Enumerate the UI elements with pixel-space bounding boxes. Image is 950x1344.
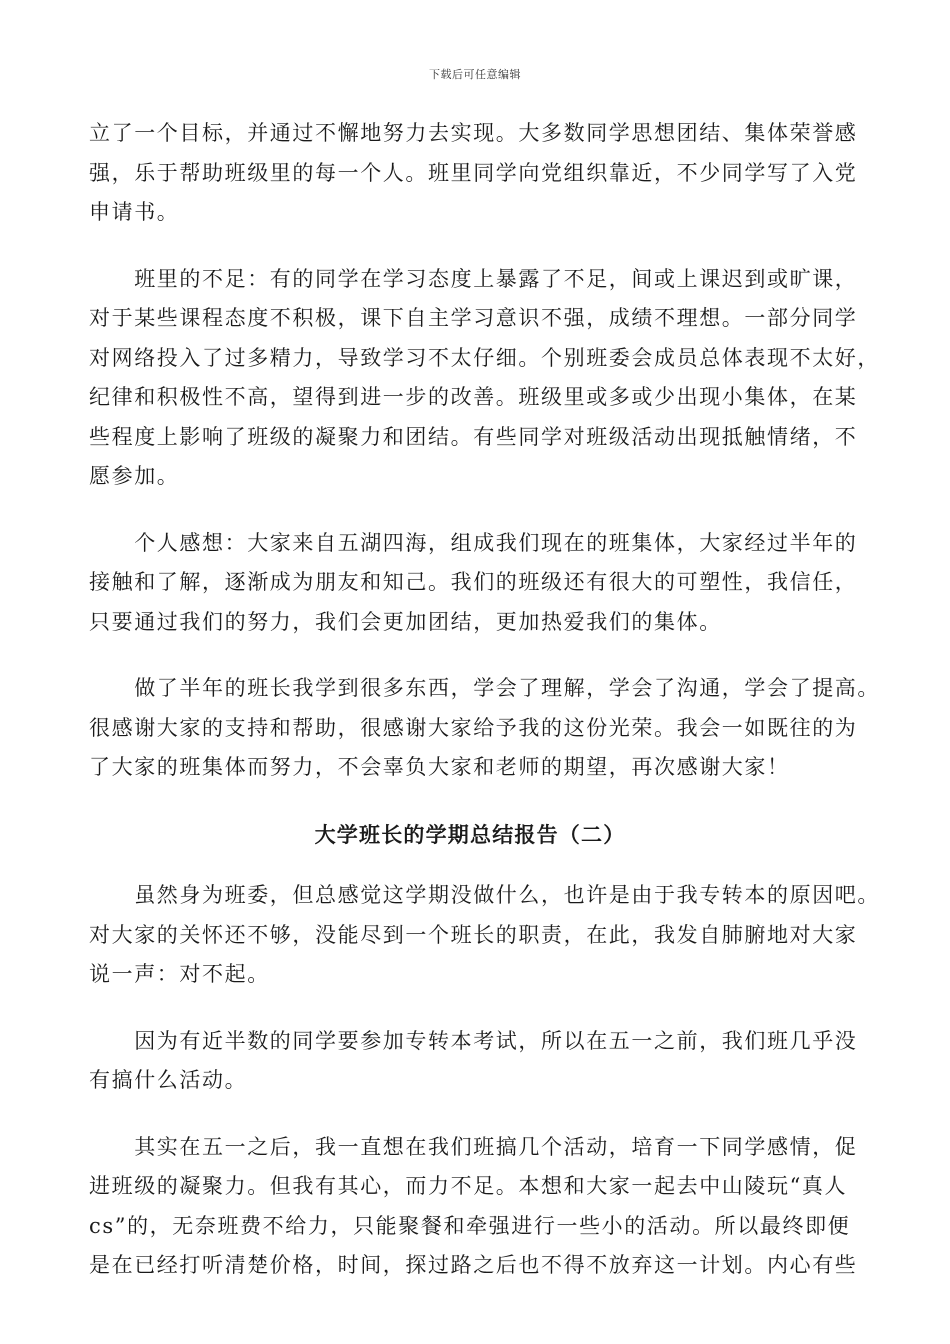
page-header-note: 下载后可任意编辑	[429, 68, 521, 81]
section-title: 大学班长的学期总结报告（二）	[314, 821, 626, 847]
section-two-paragraphs	[89, 876, 880, 1286]
text-line: 是在已经打听清楚价格，时间，探过路之后也不得不放弃这一计划。内心有些	[89, 1253, 858, 1277]
text-line: 虽然身为班委，但总感觉这学期没做什么，也许是由于我专转本的原因吧。	[89, 883, 880, 907]
text-line: 立了一个目标，并通过不懈地努力去实现。大多数同学思想团结、集体荣誉感	[89, 121, 858, 145]
text-line: 些程度上影响了班级的凝聚力和团结。有些同学对班级活动出现抵触情绪，不	[89, 424, 858, 449]
text-line: 对于某些课程态度不积极，课下自主学习意识不强，成绩不理想。一部分同学	[89, 306, 858, 330]
text-line: cs”的，无奈班费不给力，只能聚餐和牵强进行一些小的活动。所以最终即便	[89, 1213, 851, 1238]
paragraph	[89, 876, 880, 995]
text-line: 很感谢大家的支持和帮助，很感谢大家给予我的这份光荣。我会一如既往的为	[89, 715, 858, 740]
text-line: 进班级的凝聚力。但我有其心，而力不足。本想和大家一起去中山陵玩“真人	[89, 1174, 848, 1198]
document-body	[89, 114, 880, 1313]
text-line: 强，乐于帮助班级里的每一个人。班里同学向党组织靠近，不少同学写了入党	[89, 160, 858, 185]
paragraph	[89, 260, 880, 497]
text-line: 个人感想：大家来自五湖四海，组成我们现在的班集体，大家经过半年的	[89, 530, 858, 555]
text-line: 纪律和积极性不高，望得到进一步的改善。班级里或多或少出现小集体，在某	[89, 385, 858, 409]
text-line: 了大家的班集体而努力，不会辜负大家和老师的期望，再次感谢大家！	[89, 755, 790, 779]
text-line: 做了半年的班长我学到很多东西，学会了理解，学会了沟通，学会了提高。	[89, 676, 880, 700]
text-line: 愿参加。	[89, 464, 180, 488]
text-line: 申请书。	[89, 200, 180, 224]
paragraph	[89, 114, 858, 233]
paragraph	[89, 1022, 858, 1101]
text-line: 说一声：对不起。	[89, 962, 270, 986]
text-line: 只要通过我们的努力，我们会更加团结，更加热爱我们的集体。	[89, 609, 722, 634]
text-line: 对大家的关怀还不够，没能尽到一个班长的职责，在此，我发自肺腑地对大家	[89, 922, 858, 947]
section-one-paragraphs	[89, 114, 880, 788]
text-line: 对网络投入了过多精力，导致学习不太仔细。个别班委会成员总体表现不太好，	[89, 345, 880, 370]
text-line: 班里的不足：有的同学在学习态度上暴露了不足，间或上课迟到或旷课，	[89, 266, 858, 291]
text-line: 有搞什么活动。	[89, 1068, 248, 1092]
text-line: 其实在五一之后，我一直想在我们班搞几个活动，培育一下同学感情，促	[89, 1134, 858, 1159]
text-line: 接触和了解，逐渐成为朋友和知己。我们的班级还有很大的可塑性，我信任，	[89, 570, 858, 594]
text-line: 因为有近半数的同学要参加专转本考试，所以在五一之前，我们班几乎没	[89, 1028, 858, 1053]
paragraph	[89, 1128, 858, 1286]
paragraph	[89, 669, 880, 788]
paragraph	[89, 524, 858, 643]
